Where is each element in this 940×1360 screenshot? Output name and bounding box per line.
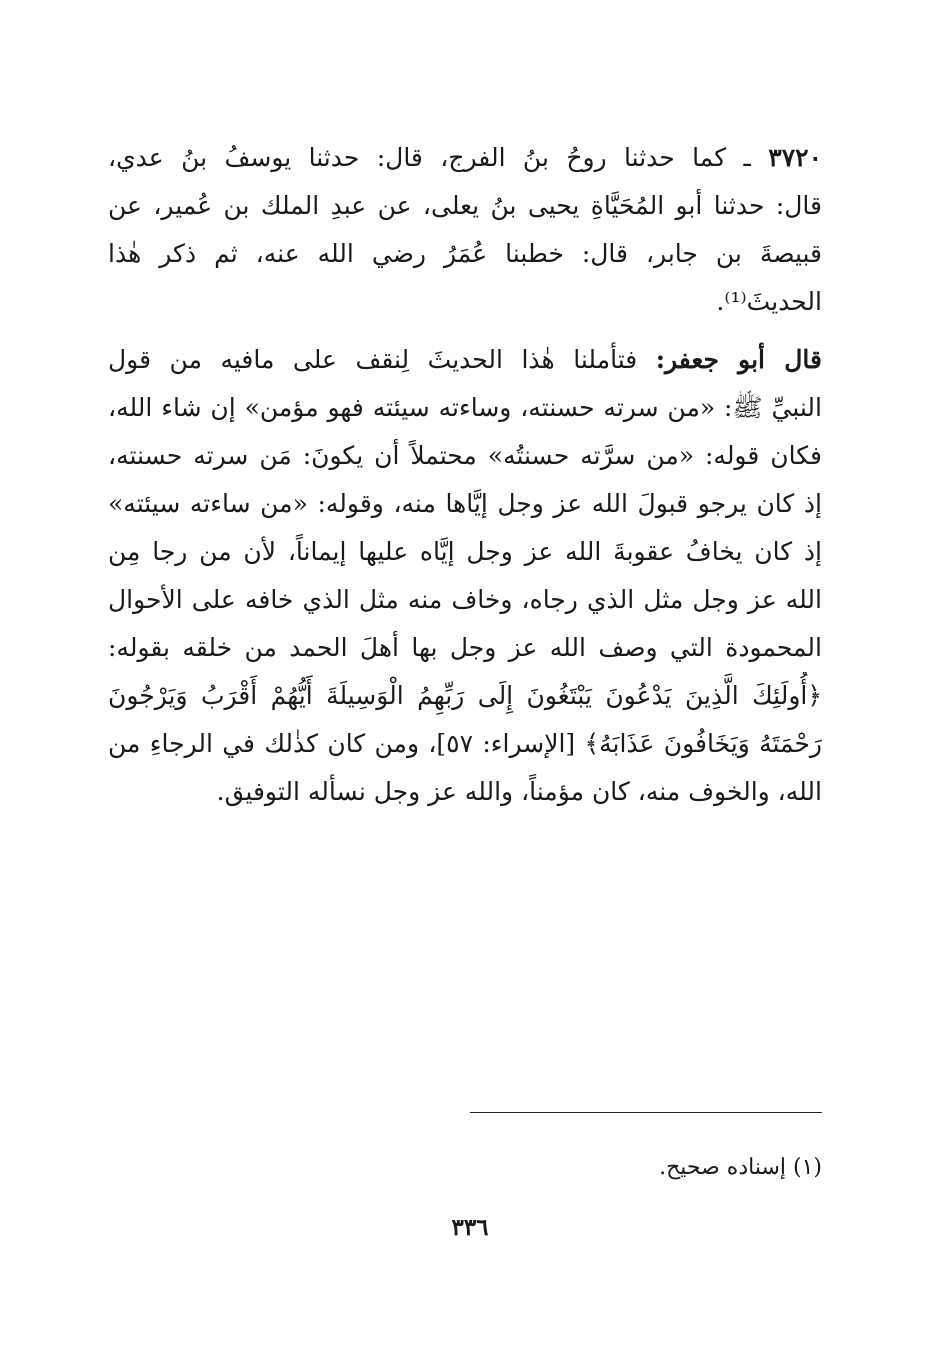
text-line: فكان قوله: «من سرَّته حسنتُه» محتملاً أن يكونَ: مَن سرته حسنته، [108,441,822,470]
text-line: قبيصةَ بن جابر، قال: خطبنا عُمَرُ رضي الله عنه، ثم ذكر هٰذا [108,239,822,268]
text-line: الحديثَ⁽¹⁾. [716,287,822,316]
quran-verse-line: ﴿أُولَئِكَ الَّذِينَ يَدْعُونَ يَبْتَغُونَ إِلَى رَبِّهِمُ الْوَسِيلَةَ أَيُّهُمْ أَقْرَبُ وَيَرْجُونَ [108,681,822,710]
page-number: ٣٣٦ [451,1214,489,1241]
hadith-paragraph [108,134,822,326]
text-line: إذ كان يخافُ عقوبةَ الله عز وجل إيَّاه عليها إيماناً، لأن من رجا مِن [108,537,822,566]
line-text: فتأملنا هٰذا الحديثَ لِنقف على مافيه من قول [108,345,656,374]
speaker-label: قال أبو جعفر: [655,345,822,374]
line-text: ـ كما حدثنا روحُ بنُ الفرج، قال: حدثنا يوسفُ بنُ عدي، [108,143,769,172]
footnote-divider [470,1112,822,1113]
text-line: قال: حدثنا أبو المُحَيَّاةِ يحيى بنُ يعلى، عن عبدِ الملك بن عُمير، عن [108,191,822,220]
text-line [108,134,822,182]
text-line: إذ كان يرجو قبولَ الله عز وجل إيَّاها منه، وقوله: «من ساءته سيئته» [108,489,822,518]
text-line: الله، والخوف منه، كان مؤمناً، والله عز وجل نسأله التوفيق. [216,777,822,806]
text-line: المحمودة التي وصف الله عز وجل بها أهلَ الحمد من خلقه بقوله: [108,633,822,662]
hadith-number: ٣٧٢٠ [768,143,822,172]
commentary-paragraph [108,336,822,816]
footnote: (١) إسناده صحيح. [659,1155,822,1180]
quran-verse-line: رَحْمَتَهُ وَيَخَافُونَ عَذَابَهُ﴾ [الإسراء: ٥٧]، ومن كان كذٰلك في الرجاءِ من [108,729,822,758]
text-line [108,336,822,384]
text-line: الله عز وجل مثل الذي رجاه، وخاف منه مثل الذي خافه على الأحوال [108,585,822,614]
text-line: النبيِّ ﷺ: «من سرته حسنته، وساءته سيئته فهو مؤمن» إن شاء الله، [108,393,822,422]
